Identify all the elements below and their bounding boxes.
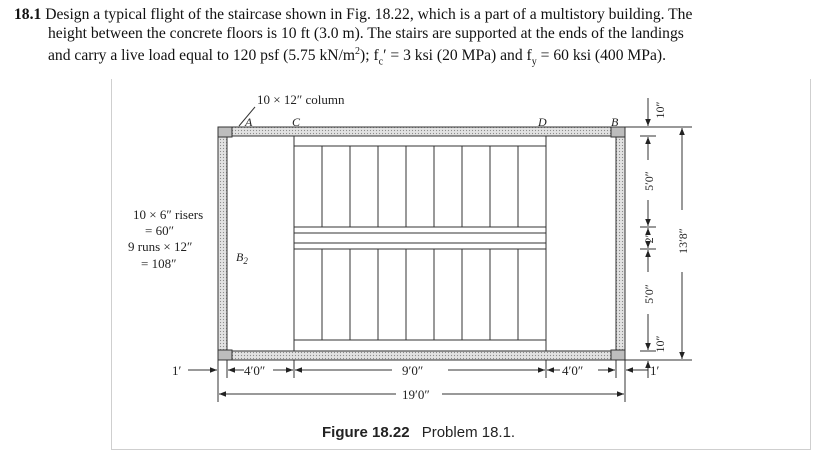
superscript-2: 2: [355, 46, 361, 57]
dim-10in-bottom: 10″: [653, 335, 667, 353]
dim-13ft: 13′8″: [676, 228, 690, 254]
problem-line-2: height between the concrete floors is 10 ft (3.0 m). The stairs are supported at the ends of the landings: [48, 24, 684, 42]
problem-number: 18.1: [14, 6, 42, 23]
dim-1ft-left: 1′: [172, 363, 182, 378]
dim-4ft-right: 4′0″: [562, 363, 584, 378]
label-b: B: [611, 115, 619, 129]
dim-10in-top: 10″: [653, 101, 667, 119]
figure-title: Problem 18.1.: [421, 424, 516, 441]
problem-text-3c: ′ = 3 ksi (20 MPa) and f: [383, 47, 532, 65]
figure-number: Figure 18.22: [322, 424, 410, 441]
subscript-y: y: [531, 56, 537, 68]
column-label: 10 × 12″ column: [257, 92, 345, 107]
dim-5ft-top: 5′0″: [642, 171, 656, 191]
label-c: C: [292, 115, 301, 129]
runs-note-2: = 108″: [141, 256, 177, 271]
figure-caption: [322, 424, 515, 441]
problem-text-3d: = 60 ksi (400 MPa).: [536, 47, 666, 65]
label-a: A: [245, 115, 253, 129]
plan-outline: [218, 127, 625, 360]
dim-5ft-bottom: 5′0″: [642, 284, 656, 304]
dim-19ft: 19′0″: [402, 387, 430, 402]
label-d: D: [538, 115, 547, 129]
dim-1ft-right: 1′: [650, 363, 660, 378]
dim-9ft: 9′0″: [402, 363, 424, 378]
dim-2ft: 2′: [642, 234, 656, 244]
label-b2: $B_2$: [236, 250, 248, 266]
problem-text-1: Design a typical flight of the staircase shown in Fig. 18.22, which is a part of a multistory building. The: [45, 6, 693, 23]
subscript-c: c: [378, 56, 384, 68]
runs-note-1: 9 runs × 12″: [128, 239, 193, 254]
problem-text-3a: and carry a live load equal to 120 psf (5.75 kN/m: [48, 47, 356, 65]
problem-text-3b: ); f: [360, 47, 379, 65]
risers-note-1: 10 × 6″ risers: [133, 207, 204, 222]
risers-note-2: = 60″: [145, 223, 174, 238]
dim-4ft-left: 4′0″: [244, 363, 266, 378]
